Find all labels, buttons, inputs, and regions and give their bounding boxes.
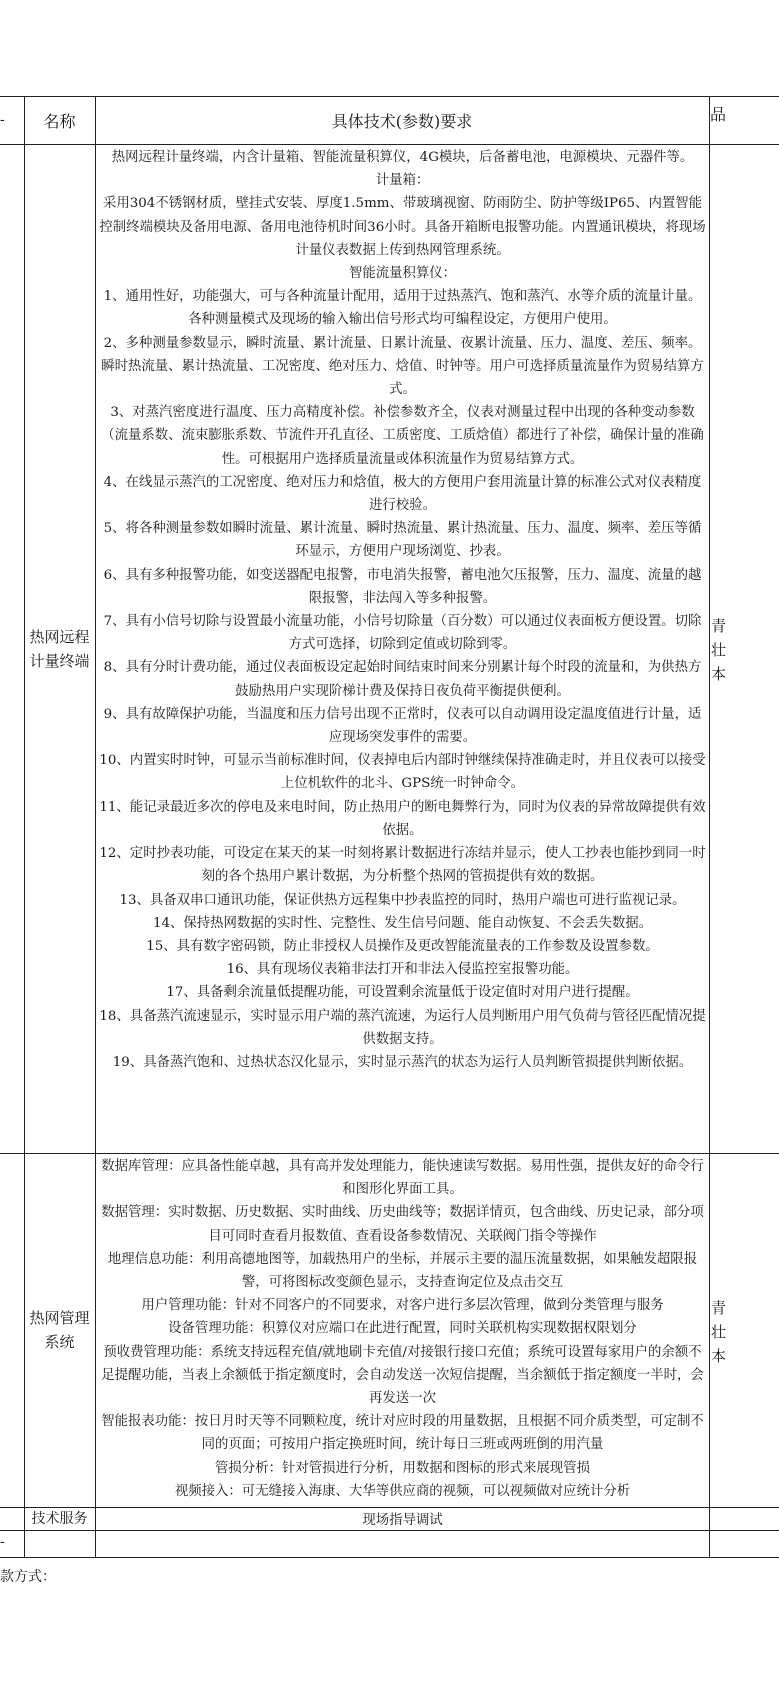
row-2-requirements (96, 1153, 709, 1507)
requirement-line: 11、能记录最近多次的停电及来电时间，防止热用户的断电舞弊行为，同时为仪表的异常故障提供有效依据。 (99, 799, 706, 838)
row-1-clipped: 青 壮 本 (711, 617, 727, 683)
requirement-line: 设备管理功能：积算仪对应端口在此进行配置，同时关联机构实现数据权限划分 (168, 1321, 637, 1337)
requirement-line: 采用304不锈钢材质，壁挂式安装、厚度1.5mm、带玻璃视窗、防雨防尘、防护等级IP65、内置智能控制终端模块及备用电源、备用电池待机时间36小时。具备开箱断电报警功能。内置通讯模块，将现场计量仪表数据上传到热网管理系统。 (99, 196, 706, 258)
rule-row4-bottom (0, 1557, 779, 1558)
requirement-line: 数据库管理：应具备性能卓越，具有高并发处理能力，能快速读写数据。易用性强，提供友好的命令行和图形化界面工具。 (101, 1159, 704, 1198)
row-3-name: 技术服务 (31, 1510, 88, 1527)
header-name: 名称 (43, 111, 76, 131)
requirement-line: 地理信息功能：利用高德地图等，加载热用户的坐标，并展示主要的温压流量数据，如果触发超限报警，可将图标改变颜色显示，支持查询定位及点击交互 (107, 1251, 698, 1291)
requirement-line: 2、多种测量参数显示，瞬时流量、累计流量、日累计流量、夜累计流量、压力、温度、差压、频率。瞬时热流量、累计热流量、工况密度、绝对压力、焓值、时钟等。用户可选择质量流量作为贸易结算方式。 (101, 335, 704, 398)
requirement-line: 8、具有分时计费功能，通过仪表面板设定起始时间结束时间来分别累计每个时段的流量和，为供热方鼓励热用户实现阶梯计费及保持日夜负荷平衡提供便利。 (103, 660, 702, 699)
requirement-line: 计量箱： (375, 173, 430, 189)
requirement-line: 18、具备蒸汽流速显示，实时显示用户端的蒸汽流速，为运行人员判断用户用气负荷与管径匹配情况提供数据支持。 (99, 1008, 706, 1047)
row-2-clipped: 青 壮 本 (711, 1299, 727, 1365)
header-clipped: 品 (710, 105, 727, 124)
requirement-line: 16、具有现场仪表箱非法打开和非法入侵监控室报警功能。 (226, 962, 579, 978)
requirement-line: 12、定时抄表功能，可设定在某天的某一时刻将累计数据进行冻结并显示，使人工抄表也能抄到同一时刻的各个热用户累计数据，为分析整个热网的管损提供有效的数据。 (99, 846, 706, 885)
requirement-line: 智能流量积算仪： (348, 266, 457, 282)
row-2-name: 热网管理 系统 (29, 1309, 90, 1351)
rule-col-3 (709, 96, 710, 1557)
requirement-line: 用户管理功能：针对不同客户的不同要求，对客户进行多层次管理，做到分类管理与服务 (141, 1298, 664, 1314)
requirement-line: 热网远程计量终端，内含计量箱、智能流量积算仪，4G模块，后备蓄电池，电源模块、元器件等。 (111, 150, 694, 165)
requirement-line: 3、对蒸汽密度进行温度、压力高精度补偿。补偿参数齐全，仪表对测量过程中出现的各种变动参数（流量系数、流束膨胀系数、节流件开孔直径、工质密度、工质焓值）都进行了补偿，确保计量的准确性。可根据用户选择质量流量或体积流量作为贸易结算方式。 (101, 405, 704, 467)
requirement-line: 预收费管理功能：系统支持远程充值/就地刷卡充值/对接银行接口充值；系统可设置每家用户的余额不足提醒功能，当表上余额低于指定额度时，会自动发送一次短信提醒，当余额低于指定额度一半时，会再发送一次 (101, 1344, 704, 1407)
row-4-dash: - (0, 1534, 5, 1550)
requirement-line: 19、具备蒸汽饱和、过热状态汉化显示，实时显示蒸汽的状态为运行人员判断管损提供判断依据。 (112, 1054, 693, 1070)
requirement-line: 13、具备双串口通讯功能，保证供热方远程集中抄表监控的同时，热用户端也可进行监视记录。 (119, 892, 686, 908)
footer-fragment: 款方式： (0, 1569, 56, 1585)
requirement-line: 管损分析：针对管损进行分析，用数据和图标的形式来展现管损 (215, 1460, 590, 1476)
row-1-name: 热网远程 计量终端 (29, 627, 90, 670)
requirement-line: 5、将各种测量参数如瞬时流量、累计流量、瞬时热流量、累计热流量、压力、温度、频率、差压等循环显示，方便用户现场浏览、抄表。 (103, 521, 702, 560)
requirement-line: 9、具有故障保护功能，当温度和压力信号出现不正常时，仪表可以自动调用设定温度值进行计量，适应现场突发事件的需要。 (103, 706, 702, 746)
header-requirements: 具体技术(参数)要求 (331, 111, 473, 131)
header-left-clip: - (0, 112, 5, 128)
requirement-line: 数据管理：实时数据、历史数据、实时曲线、历史曲线等；数据详情页，包含曲线、历史记录，部分项目可同时查看月报数值、查看设备参数情况、关联阀门指令等操作 (101, 1205, 704, 1244)
requirement-line: 1、通用性好，功能强大，可与各种流量计配用，适用于过热蒸汽、饱和蒸汽、水等介质的流量计量。各种测量模式及现场的输入输出信号形式均可编程设定，方便用户使用。 (103, 289, 702, 328)
row-1-requirements (96, 144, 709, 1153)
rule-row3-bottom (0, 1530, 779, 1531)
row-3-requirements: 现场指导调试 (362, 1513, 443, 1528)
requirement-line: 智能报表功能：按日月时天等不同颗粒度，统计对应时段的用量数据，且根据不同介质类型，可定制不同的页面；可按用户指定换班时间，统计每日三班或两班倒的用汽量 (101, 1414, 704, 1453)
requirement-line: 6、具有多种报警功能，如变送器配电报警，市电消失报警，蓄电池欠压报警，压力、温度、流量的越限报警，非法闯入等多种报警。 (103, 567, 702, 606)
requirement-line: 4、在线显示蒸汽的工况密度、绝对压力和焓值，极大的方便用户套用流量计算的标准公式对仪表精度进行校验。 (103, 474, 702, 514)
requirement-line: 7、具有小信号切除与设置最小流量功能，小信号切除量（百分数）可以通过仪表面板方便设置。切除方式可选择，切除到定值或切除到零。 (103, 614, 702, 653)
requirement-line: 15、具有数字密码锁，防止非授权人员操作及更改智能流量表的工作参数及设置参数。 (146, 938, 659, 954)
requirement-line: 10、内置实时时钟，可显示当前标准时间，仪表掉电后内部时钟继续保持准确走时，并且仪表可以接受上位机软件的北斗、GPS统一时钟命令。 (99, 753, 706, 792)
requirement-line: 14、保持热网数据的实时性、完整性、发生信号问题、能自动恢复、不会丢失数据。 (152, 915, 653, 931)
requirement-line: 17、具备剩余流量低提醒功能，可设置剩余流量低于设定值时对用户进行提醒。 (166, 985, 639, 1001)
requirement-line: 视频接入：可无缝接入海康、大华等供应商的视频，可以视频做对应统计分析 (174, 1483, 631, 1499)
